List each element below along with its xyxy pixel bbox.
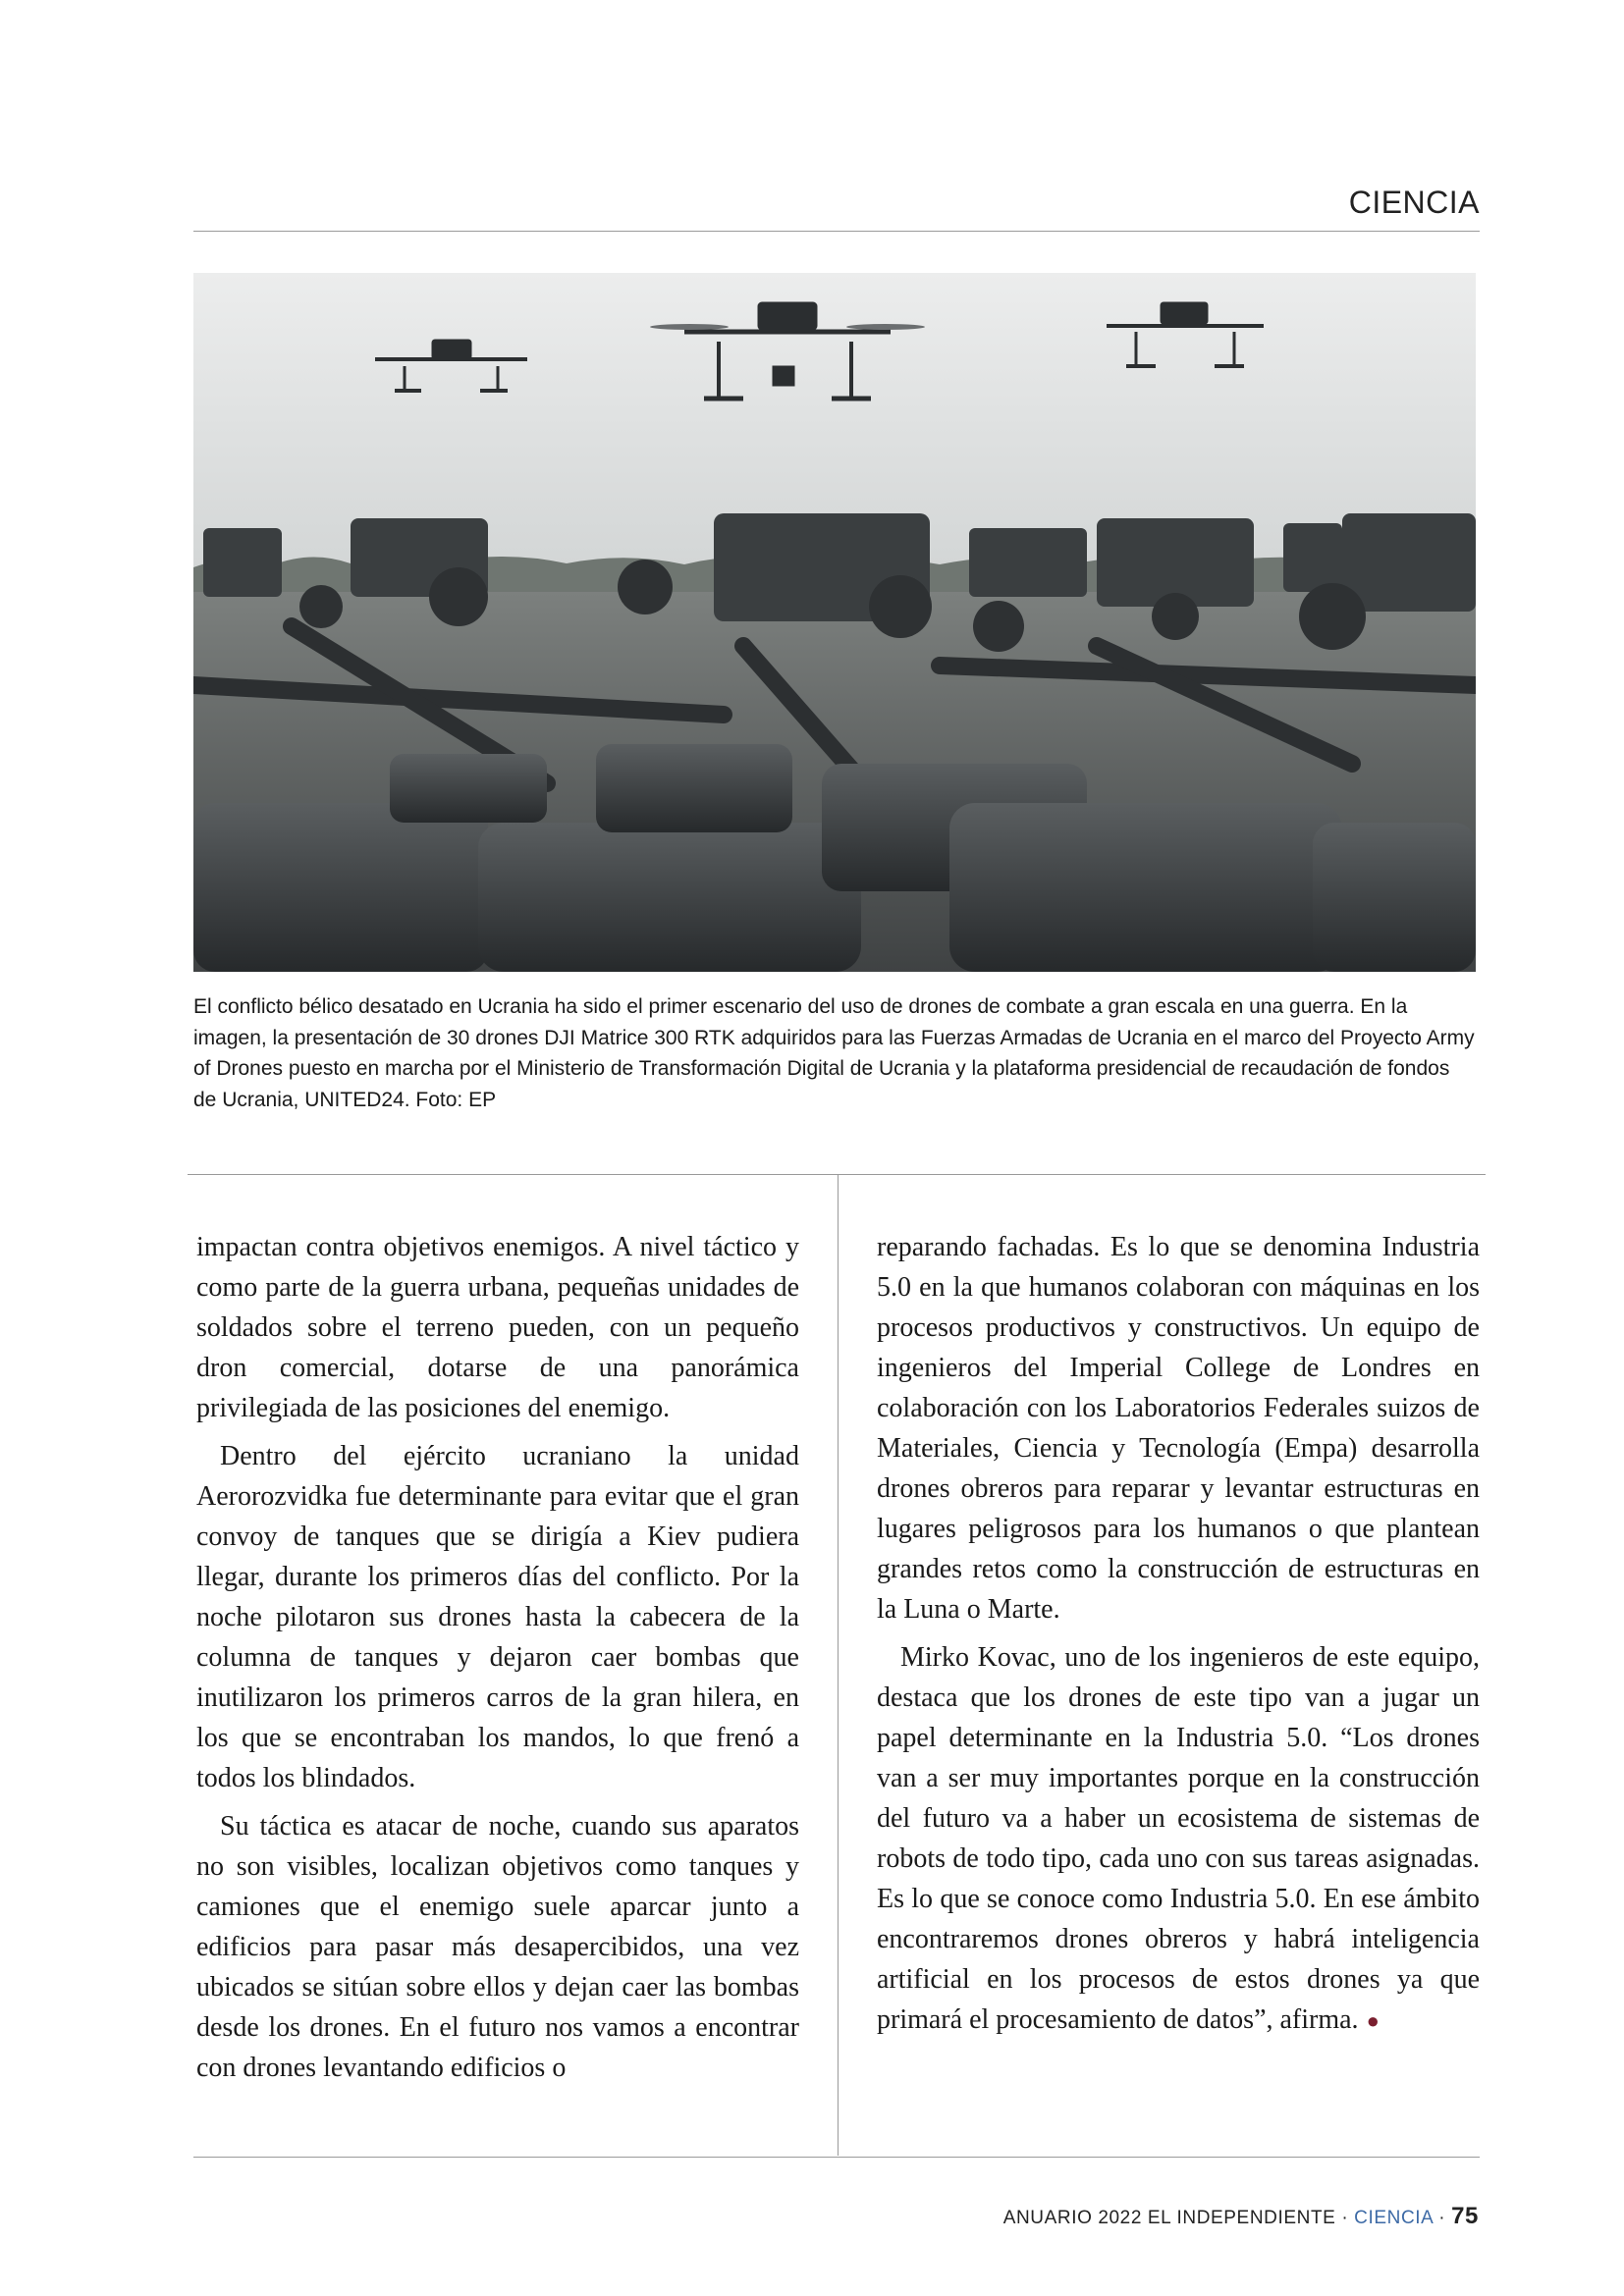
- top-rule: [193, 231, 1480, 232]
- mid-rule: [188, 1174, 1486, 1175]
- page-footer: [1003, 2203, 1479, 2230]
- article-right-column: [877, 1227, 1480, 2049]
- paragraph-text: Mirko Kovac, uno de los ingenieros de este equipo, destaca que los drones de este tipo van a jugar un papel determinante en la Industria 5.0. “Los drones van a ser muy importantes porque en la construcción del futuro va a haber un ecosistema de sistemas de robots de todo tipo, cada uno con sus tareas asignadas. Es lo que se conoce como Industria 5.0. En ese ámbito encontraremos drones obreros y habrá inteligencia artificial en los procesos de estos drones ya que primará el procesamiento de datos”, afirma.: [877, 1642, 1480, 2035]
- column-divider: [838, 1174, 839, 2156]
- end-mark-icon: ●: [1366, 2008, 1380, 2033]
- photo-caption: El conflicto bélico desatado en Ucrania ha sido el primer escenario del uso de drones de combate a gran escala en una guerra. En la imagen, la presentación de 30 drones DJI Matrice 300 RTK adquiridos para las Fuerzas Armadas de Ucrania en el marco del Proyecto Army of Drones puesto en marcha por el Ministerio de Transformación Digital de Ucrania y la plataforma presidencial de recaudación de fondos de Ucrania, UNITED24. Foto: EP: [193, 995, 1475, 1111]
- paragraph: Dentro del ejército ucraniano la unidad Aerorozvidka fue determinante para evitar que el gran convoy de tanques que se dirigía a Kiev pudiera llegar, durante los primeros días del conflicto. Por la noche pilotaron sus drones hasta la cabecera de la columna de tanques y dejaron caer bombas que inutilizaron los primeros carros de la gran hilera, en los que se encontraban los mandos, lo que frenó a todos los blindados.: [196, 1441, 799, 1793]
- bottom-rule: [193, 2157, 1480, 2158]
- paragraph: Su táctica es atacar de noche, cuando sus aparatos no son visibles, localizan objetivos como tanques y camiones que el enemigo suele aparcar junto a edificios para pasar más desapercibidos, una vez ubicados se sitúan sobre ellos y dejan caer las bombas desde los drones. En el futuro nos vamos a encontrar con drones levantando edificios o: [196, 1811, 799, 2083]
- paragraph: impactan contra objetivos enemigos. A nivel táctico y como parte de la guerra urbana, pequeñas unidades de soldados sobre el terreno pueden, con un pequeño dron comercial, dotarse de una panorámica privilegiada de las posiciones del enemigo.: [196, 1232, 799, 1423]
- drones-photo: [193, 273, 1476, 972]
- footer-section: CIENCIA: [1354, 2208, 1434, 2228]
- section-label: CIENCIA: [1348, 185, 1480, 220]
- page-number: 75: [1451, 2203, 1479, 2229]
- publication-name: ANUARIO 2022 EL INDEPENDIENTE: [1002, 2208, 1336, 2228]
- paragraph: [877, 1637, 1480, 2041]
- paragraph: reparando fachadas. Es lo que se denomina Industria 5.0 en la que humanos colaboran con máquinas en los procesos productivos y constructivos. Un equipo de ingenieros del Imperial College de Londres en colaboración con los Laboratorios Federales suizos de Materiales, Ciencia y Tecnología (Empa) desarrolla drones obreros para reparar y levantar estructuras en lugares peligrosos para los humanos o que plantean grandes retos como la construcción de estructuras en la Luna o Marte.: [877, 1232, 1480, 1625]
- footer-separator: ·: [1341, 2208, 1349, 2228]
- article-left-column: [196, 1227, 799, 2096]
- footer-separator: ·: [1438, 2208, 1446, 2228]
